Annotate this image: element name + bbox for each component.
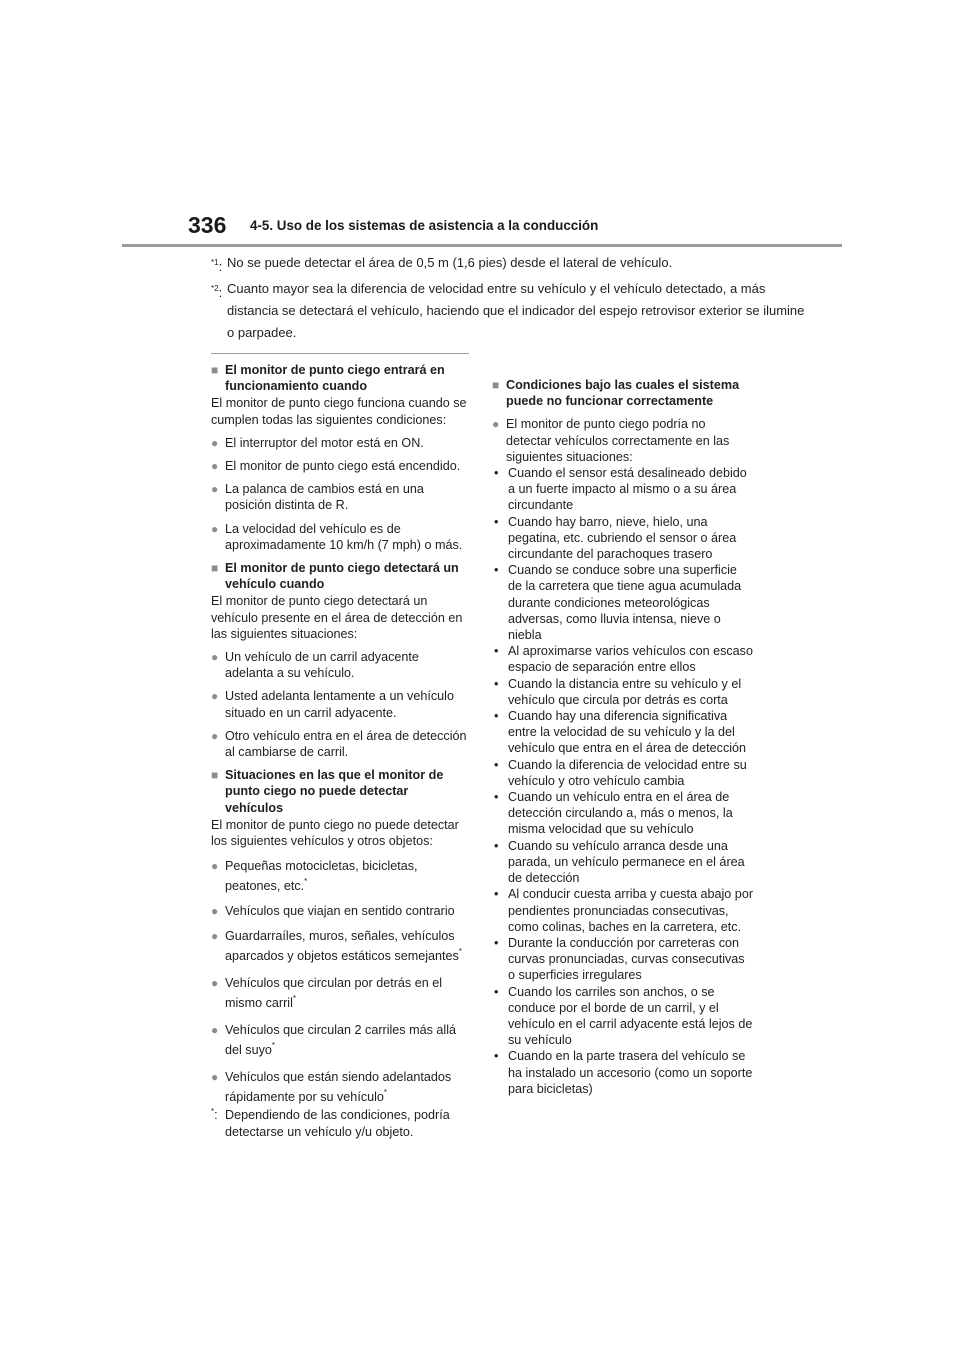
circle-bullet-icon: ● xyxy=(492,417,500,432)
asterisk-marker: * xyxy=(271,1041,276,1051)
square-bullet-icon: ■ xyxy=(492,378,500,392)
footnote-1 xyxy=(211,252,811,278)
list-item: ● Guardarraíles, muros, señales, vehículos aparcados y objetos estáticos semejantes* xyxy=(211,926,469,966)
page-number: 336 xyxy=(188,212,227,238)
sub-list-item: • Cuando hay barro, nieve, hielo, una pegatina, etc. cubriendo el sensor o área circundante del parachoques trasero xyxy=(494,514,737,562)
section-heading-malfunction: ■ Condiciones bajo las cuales el sistema puede no funcionar correctamente xyxy=(492,378,740,409)
footnote-2-text: Cuanto mayor sea la diferencia de velocidad entre su vehículo y el vehículo detectado, a más distancia se detectará el vehículo, haciendo que el indicador del espejo retrovisor exterior se ilumine o parpadee. xyxy=(227,281,805,340)
asterisk-marker: * xyxy=(383,1088,388,1098)
asterisk-marker: * xyxy=(458,947,462,957)
right-column xyxy=(492,350,754,1097)
list-item: ● Vehículos que circulan 2 carriles más allá del suyo* xyxy=(211,1020,469,1060)
list-item: ● Vehículos que circulan por detrás en el mismo carril* xyxy=(211,973,469,1013)
sub-list-item: • Al aproximarse varios vehículos con escaso espacio de separación entre ellos xyxy=(494,644,753,675)
dot-bullet-icon: • xyxy=(494,563,499,578)
dot-bullet-icon: • xyxy=(494,757,499,772)
square-bullet-icon: ■ xyxy=(211,363,219,377)
section-intro: El monitor de punto ciego detectará un vehículo presente en el área de detección en las siguientes situaciones: xyxy=(211,594,463,641)
circle-bullet-icon: ● xyxy=(211,459,219,474)
dot-bullet-icon: • xyxy=(494,838,499,853)
circle-bullet-icon: ● xyxy=(211,976,219,991)
section-intro: El monitor de punto ciego funciona cuando se cumplen todas las siguientes condiciones: xyxy=(211,396,467,427)
sub-list-item: • Cuando los carriles son anchos, o se conduce por el borde de un carril, y el vehículo en el carril adyacente está lejos de su vehículo xyxy=(494,984,753,1048)
section-heading-activation: ■ El monitor de punto ciego entrará en funcionamiento cuando xyxy=(211,363,445,394)
sub-list-item: • Al conducir cuesta arriba y cuesta abajo por pendientes pronunciadas consecutivas, como colinas, baches en la carretera, etc. xyxy=(494,887,754,934)
sub-list-item: • Cuando el sensor está desalineado debido a un fuerte impacto al mismo o a su área circundante xyxy=(494,466,747,513)
page-header xyxy=(0,0,960,250)
list-item: ● Usted adelanta lentamente a un vehículo situado en un carril adyacente. xyxy=(211,689,454,720)
list-item: ● Pequeñas motocicletas, bicicletas, peatones, etc.* xyxy=(211,856,469,896)
footnote-2-mark: $^{*2}$: xyxy=(211,284,223,300)
sub-list-item: • Cuando su vehículo arranca desde una parada, un vehículo permanece en el área de detección xyxy=(494,838,745,886)
dot-bullet-icon: • xyxy=(494,514,499,529)
list-item: ● La velocidad del vehículo es de aproximadamente 10 km/h (7 mph) o más. xyxy=(211,521,463,552)
list-item: ● Vehículos que están siendo adelantados rápidamente por su vehículo* xyxy=(211,1067,469,1107)
square-bullet-icon: ■ xyxy=(211,768,219,783)
circle-bullet-icon: ● xyxy=(211,929,219,944)
square-bullet-icon: ■ xyxy=(211,561,219,576)
sub-list-item: • Cuando en la parte trasera del vehículo se ha instalado un accesorio (como un soporte para bicicletas) xyxy=(494,1049,753,1096)
circle-bullet-icon: ● xyxy=(211,1023,219,1038)
header-divider xyxy=(122,244,842,247)
section-heading-detection: ■ El monitor de punto ciego detectará un vehículo cuando xyxy=(211,561,459,592)
list-item: ● Otro vehículo entra en el área de detección al cambiarse de carril. xyxy=(211,728,467,760)
section-intro: El monitor de punto ciego no puede detectar los siguientes vehículos y otros objetos: xyxy=(211,817,459,849)
left-column xyxy=(211,350,469,1140)
list-item: ● El monitor de punto ciego está encendido. xyxy=(211,459,461,474)
footnote-1-text: No se puede detectar el área de 0,5 m (1,6 pies) desde el lateral de vehículo. xyxy=(227,255,673,270)
section-title: 4-5. Uso de los sistemas de asistencia a la conducción xyxy=(250,218,599,233)
asterisk-marker: * xyxy=(292,994,296,1004)
circle-bullet-icon: ● xyxy=(211,482,219,497)
dot-bullet-icon: • xyxy=(494,644,499,659)
note-text: Dependiendo de las condiciones, podría detectarse un vehículo y/u objeto. xyxy=(225,1108,450,1139)
circle-bullet-icon: ● xyxy=(211,435,219,450)
circle-bullet-icon: ● xyxy=(211,689,219,704)
dot-bullet-icon: • xyxy=(494,709,499,724)
circle-bullet-icon: ● xyxy=(211,650,219,665)
column-divider xyxy=(211,353,469,354)
dot-bullet-icon: • xyxy=(494,887,499,902)
sub-list-item: • Cuando hay una diferencia significativa entre la velocidad de su vehículo y la del vehículo que entra en el área de detección xyxy=(494,709,747,756)
footnote-2 xyxy=(211,278,811,344)
list-item: ● El interruptor del motor está en ON. xyxy=(211,435,424,450)
footnotes xyxy=(211,252,811,344)
circle-bullet-icon: ● xyxy=(211,521,219,536)
section-heading-limitations: ■ Situaciones en las que el monitor de punto ciego no puede detectar vehículos xyxy=(211,768,444,815)
list-item: ● Vehículos que viajan en sentido contrario xyxy=(211,904,455,919)
list-item: ● Un vehículo de un carril adyacente adelanta a su vehículo. xyxy=(211,650,419,681)
dot-bullet-icon: • xyxy=(494,466,499,481)
circle-bullet-icon: ● xyxy=(211,904,219,919)
dot-bullet-icon: • xyxy=(494,676,499,691)
dot-bullet-icon: • xyxy=(494,1049,499,1064)
dot-bullet-icon: • xyxy=(494,984,499,999)
sub-list-item: • Cuando la diferencia de velocidad entre su vehículo y otro vehículo cambia xyxy=(494,757,747,788)
asterisk-note xyxy=(211,1107,469,1139)
circle-bullet-icon: ● xyxy=(211,728,219,743)
sub-list-item: • Cuando se conduce sobre una superficie de la carretera que tiene agua acumulada durante condiciones meteorológicas adversas, como lluvia intensa, nieve o niebla xyxy=(494,563,742,643)
list-item: ● La palanca de cambios está en una posición distinta de R. xyxy=(211,482,424,513)
sub-list-item: • Durante la conducción por carreteras con curvas pronunciadas, curvas consecutivas o superficies irregulares xyxy=(494,935,745,983)
circle-bullet-icon: ● xyxy=(211,1070,219,1085)
list-item: ● El monitor de punto ciego podría no detectar vehículos correctamente en las siguientes situaciones: xyxy=(492,417,730,464)
note-mark: *: xyxy=(211,1107,218,1123)
dot-bullet-icon: • xyxy=(494,790,499,805)
sub-list-item: • Cuando un vehículo entra en el área de detección circulando a, más o menos, la misma velocidad que su vehículo xyxy=(494,790,733,837)
sub-list-item: • Cuando la distancia entre su vehículo y el vehículo que circula por detrás es corta xyxy=(494,676,742,707)
footnote-1-mark: $^{*1}$: xyxy=(211,258,223,274)
asterisk-marker: * xyxy=(304,877,308,887)
dot-bullet-icon: • xyxy=(494,935,499,950)
circle-bullet-icon: ● xyxy=(211,859,219,874)
